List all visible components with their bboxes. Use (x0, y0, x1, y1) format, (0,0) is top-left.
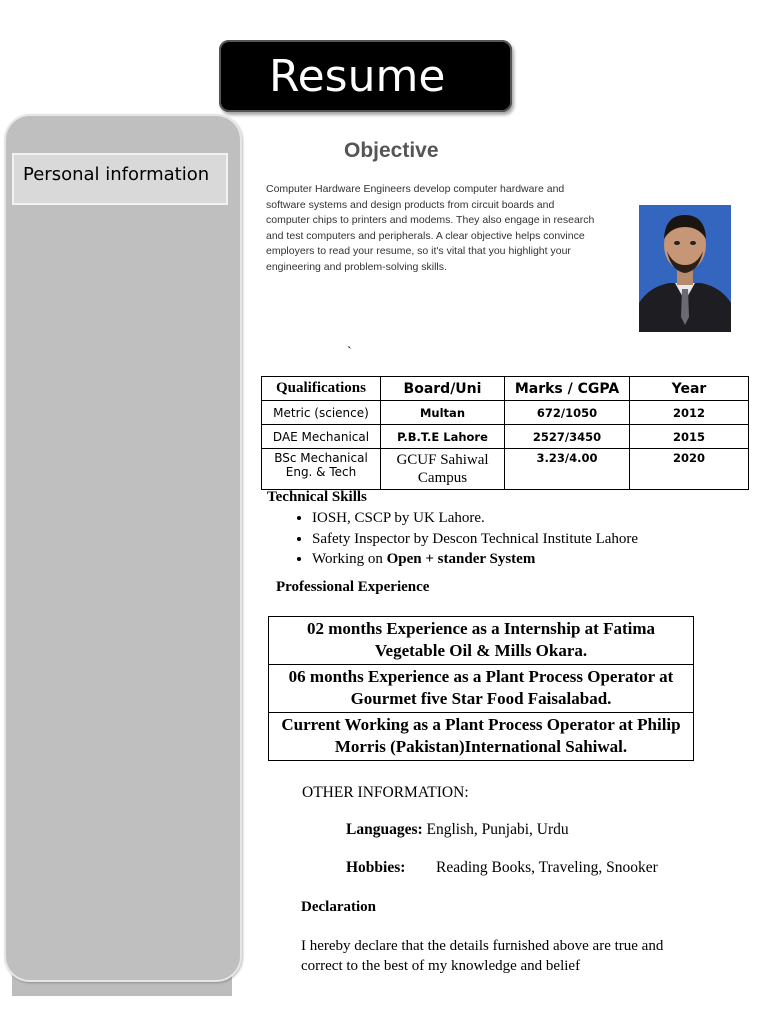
table-cell: 2012 (630, 401, 749, 425)
list-item (312, 549, 638, 570)
table-cell: P.B.T.E Lahore (381, 425, 505, 449)
hobbies-line (346, 859, 658, 877)
table-row (262, 425, 749, 449)
objective-text: Computer Hardware Engineers develop computer hardware and software systems and design products from circuit boards and computer chips to printers and modems. They also engage in research and test computers and peripherals. A clear objective helps convince employers to read your resume, so it's vital that you highlight your engineering and problem-solving skills. (266, 183, 595, 273)
page-title: Resume (269, 51, 446, 102)
languages-value: English, Punjabi, Urdu (422, 821, 569, 838)
table-cell: Multan (381, 401, 505, 425)
table-cell: 2015 (630, 425, 749, 449)
column-header: Year (630, 377, 749, 401)
resume-title-banner (219, 40, 512, 112)
table-header-row (262, 377, 749, 401)
table-cell: Metric (science) (262, 401, 381, 425)
stray-mark: ` (347, 345, 352, 360)
objective-heading: Objective (344, 139, 439, 162)
languages-line (346, 821, 569, 839)
experience-entry: 06 months Experience as a Plant Process Operator at Gourmet five Star Food Faisalabad. (268, 664, 694, 712)
profile-photo (639, 205, 731, 332)
declaration-text: I hereby declare that the details furnished above are true and correct to the best of my knowledge and belief (301, 938, 664, 974)
table-cell: 2020 (630, 449, 749, 490)
table-cell: 672/1050 (505, 401, 630, 425)
working-on-system: Open + stander System (386, 551, 536, 567)
table-row (262, 449, 749, 490)
experience-entry: 02 months Experience as a Internship at Fatima Vegetable Oil & Mills Okara. (268, 616, 694, 664)
list-item: • Safety Inspector by Descon Technical Institute Lahore (312, 529, 638, 550)
languages-label: Languages: (346, 821, 423, 838)
column-header: Qualifications (262, 377, 381, 401)
hobbies-label: Hobbies: (346, 859, 406, 876)
table-cell: DAE Mechanical (262, 425, 381, 449)
experience-entry: Current Working as a Plant Process Operator at Philip Morris (Pakistan)International Sahiwal. (268, 712, 694, 761)
personal-info-box (12, 153, 228, 205)
hobbies-value: Reading Books, Traveling, Snooker (436, 859, 658, 876)
table-row (262, 401, 749, 425)
experience-table (268, 616, 694, 761)
table-cell: BSc Mechanical Eng. & Tech (262, 449, 381, 490)
personal-info-label: Personal information (23, 164, 210, 185)
qualifications-table (261, 376, 749, 490)
column-header: Board/Uni (381, 377, 505, 401)
list-item: • IOSH, CSCP by UK Lahore. (312, 508, 638, 529)
table-cell: 3.23/4.00 (505, 449, 630, 490)
sidebar-panel (4, 114, 242, 982)
professional-experience-heading: Professional Experience (276, 579, 430, 595)
declaration-heading: Declaration (301, 899, 376, 915)
technical-skills-list (290, 508, 638, 570)
table-cell: GCUF Sahiwal Campus (381, 449, 505, 490)
working-on-prefix: Working on (312, 551, 387, 567)
column-header: Marks / CGPA (505, 377, 630, 401)
technical-skills-heading: Technical Skills (267, 489, 367, 505)
table-cell: 2527/3450 (505, 425, 630, 449)
other-information-heading: OTHER INFORMATION: (302, 784, 469, 801)
